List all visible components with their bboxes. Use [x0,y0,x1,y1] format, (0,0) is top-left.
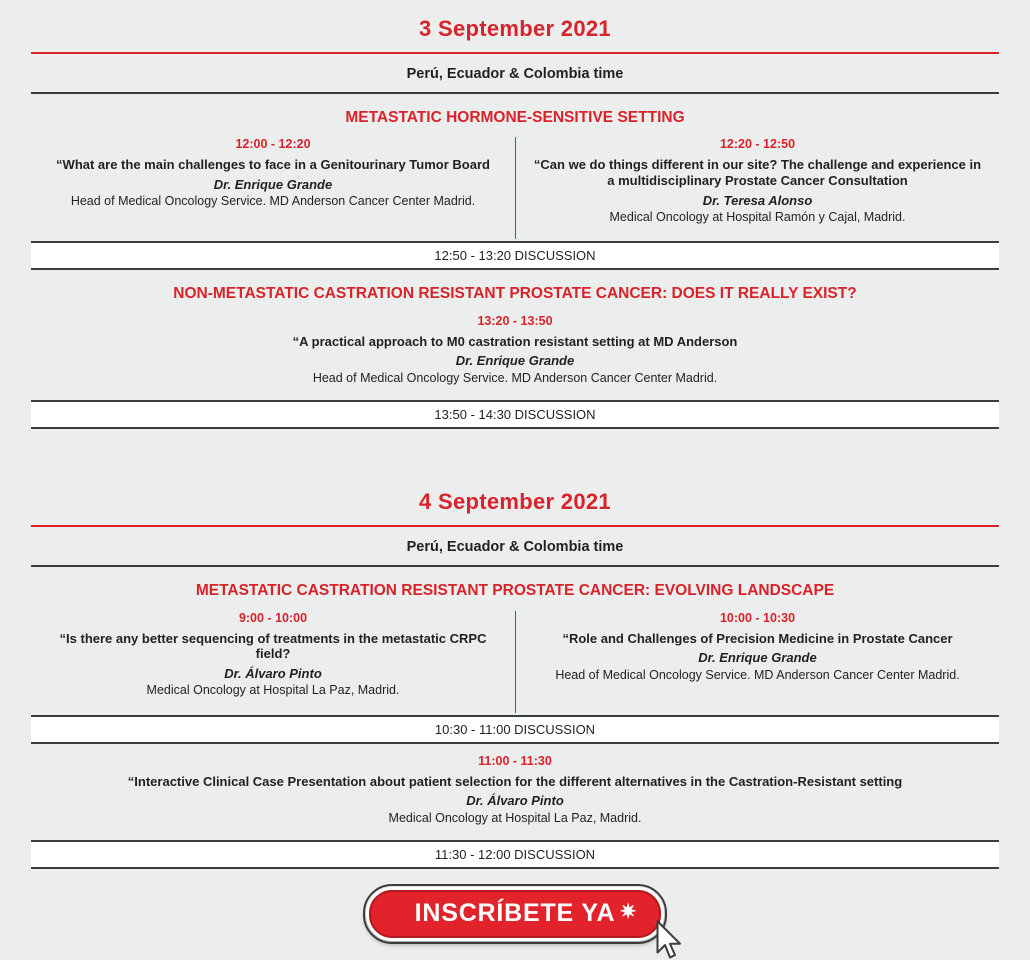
talk-title: “What are the main challenges to face in a Genitourinary Tumor Board [56,157,490,173]
agenda-block-1-2 [31,270,999,429]
day-title-1: 3 September 2021 [419,16,611,41]
talk-time: 12:00 - 12:20 [235,137,311,152]
talk-time: 13:20 - 13:50 [477,313,553,328]
register-button[interactable] [366,887,665,941]
talk-item [31,754,999,838]
talk-speaker: Dr. Álvaro Pinto [224,665,322,681]
agenda-content [31,0,999,951]
day-section-2 [31,473,999,869]
talk-title: “Can we do things different in our site? The challenge and experience in a multidisciplinary Prostate Cancer Consultation [533,157,982,188]
talk-affiliation: Head of Medical Oncology Service. MD Anderson Cancer Center Madrid. [555,667,960,682]
talk-speaker: Dr. Enrique Grande [455,353,575,369]
talks-row-1-1 [31,137,999,239]
talk-item [515,611,999,713]
talk-speaker: Dr. Enrique Grande [698,650,817,666]
talk-speaker: Dr. Álvaro Pinto [466,793,564,809]
talk-speaker: Dr. Enrique Grande [213,176,333,192]
day-section-1 [31,0,999,429]
talk-title: “A practical approach to M0 castration resistant setting at MD Anderson [292,333,738,349]
register-button-label: INSCRÍBETE YA [414,899,616,928]
day-spacer [31,429,999,473]
talk-time: 12:20 - 12:50 [719,137,796,152]
discussion-bar: 13:50 - 14:30 DISCUSSION [31,400,999,429]
talk-title: “Role and Challenges of Precision Medicine in Prostate Cancer [562,630,953,646]
discussion-bar: 10:30 - 11:00 DISCUSSION [31,715,999,744]
talk-time: 9:00 - 10:00 [238,610,308,625]
agenda-block-1-1 [31,94,999,270]
cta-container [31,869,999,951]
talk-affiliation: Medical Oncology at Hospital La Paz, Madrid. [388,810,642,825]
talk-affiliation: Medical Oncology at Hospital La Paz, Madrid. [146,683,400,698]
talk-item [31,611,515,713]
agenda-block-2-1 [31,567,999,743]
talk-time: 10:00 - 10:30 [719,610,796,625]
agenda-block-2-2 [31,744,999,869]
talk-speaker: Dr. Teresa Alonso [702,192,813,208]
talk-title: “Is there any better sequencing of treatments in the metastatic CRPC field? [59,630,487,662]
talks-row-2-1 [31,611,999,713]
talk-time: 11:00 - 11:30 [478,753,552,768]
timezone-label-1: Perú, Ecuador & Colombia time [406,66,624,82]
block-spacer [31,744,999,754]
section-title-1-1: METASTATIC HORMONE-SENSITIVE SETTING [345,109,685,126]
timezone-label-2: Perú, Ecuador & Colombia time [406,539,624,556]
discussion-bar: 11:30 - 12:00 DISCUSSION [31,840,999,869]
mouse-cursor-icon [655,920,685,960]
section-title-1-2: NON-METASTATIC CASTRATION RESISTANT PROSTATE CANCER: DOES IT REALLY EXIST? [173,285,857,303]
talk-item [515,137,999,239]
talk-affiliation: Head of Medical Oncology Service. MD Anderson Cancer Center Madrid. [312,370,718,385]
section-title-2-1: METASTATIC CASTRATION RESISTANT PROSTATE CANCER: EVOLVING LANDSCAPE [195,582,835,600]
talk-affiliation: Medical Oncology at Hospital Ramón y Cajal, Madrid. [609,209,906,224]
talk-item [31,137,515,239]
talk-affiliation: Head of Medical Oncology Service. MD Anderson Cancer Center Madrid. [70,194,476,209]
talk-title: “Interactive Clinical Case Presentation about patient selection for the different alternatives in the Castration-Resistant setting [127,773,903,789]
talk-item [31,314,999,398]
day-title-2: 4 September 2021 [419,489,611,515]
sparkle-icon: ✷ [619,901,638,924]
discussion-bar: 12:50 - 13:20 DISCUSSION [31,241,999,270]
